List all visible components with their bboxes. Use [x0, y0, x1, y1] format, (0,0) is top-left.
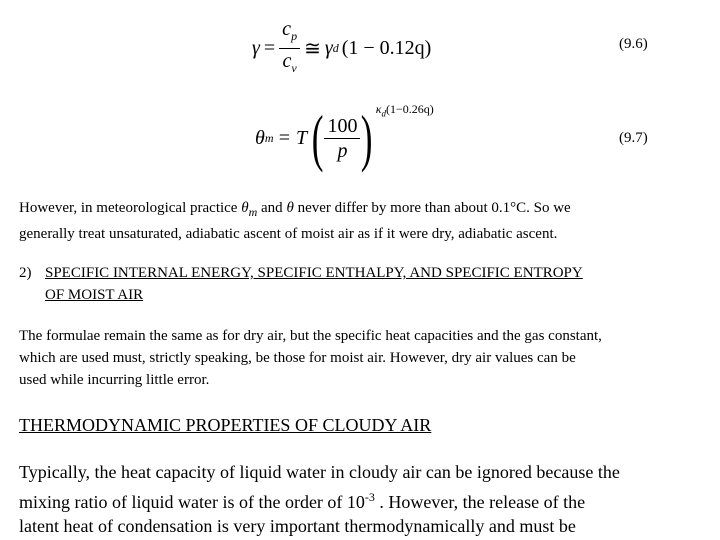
approx-symbol: ≅: [304, 37, 321, 60]
paragraph-formulae: The formulae remain the same as for dry air, but the specific heat capacities and the gas constant, which are used must, strictly speaking, be those for moist air. However, dry air values can be used while incurring little error.: [19, 328, 602, 388]
left-paren: (: [311, 102, 324, 173]
equation-number-9-6: (9.6): [619, 36, 648, 52]
paragraph-cloudy-air: Typically, the heat capacity of liquid water in cloudy air can be ignored because the mixing ratio of liquid water is of the order of $10^{-3}$ . However, the release of the latent heat of condensation is very important thermodynamically and must be: [19, 462, 620, 536]
100-over-p-fraction: $\frac{100}{p}$: [324, 114, 360, 163]
paragraph-theta: However, in meteorological practice $\theta_m$ and θ never differ by more than about 0.1°C. So we generally treat unsaturated, adiabatic ascent of moist air as if it were dry, adiabatic ascent.: [19, 200, 571, 242]
cloudy-air-heading: THERMODYNAMIC PROPERTIES OF CLOUDY AIR: [19, 415, 432, 435]
exponent: $\kappa_d(1-0.26q)$: [375, 102, 434, 119]
equation-number-9-7: (9.7): [619, 130, 648, 146]
section-number: 2): [19, 265, 32, 281]
gamma-symbol: γ: [252, 36, 260, 59]
section-2-heading: [19, 262, 709, 306]
equation-9-7: θ m = T ( $\frac{100}{p}$ ) $\kappa_d(1-0.26q)$: [255, 102, 434, 173]
equation-9-6: γ = $\frac{c_p}{c_v}$ ≅ γ d (1 − 0.12q): [252, 20, 431, 76]
section-title-line2: OF MOIST AIR: [45, 287, 144, 303]
cp-over-cv-fraction: $\frac{c_p}{c_v}$: [279, 17, 300, 80]
right-paren: ): [361, 102, 373, 173]
section-title-line1: SPECIFIC INTERNAL ENERGY, SPECIFIC ENTHALPY, AND SPECIFIC ENTROPY: [45, 265, 583, 281]
